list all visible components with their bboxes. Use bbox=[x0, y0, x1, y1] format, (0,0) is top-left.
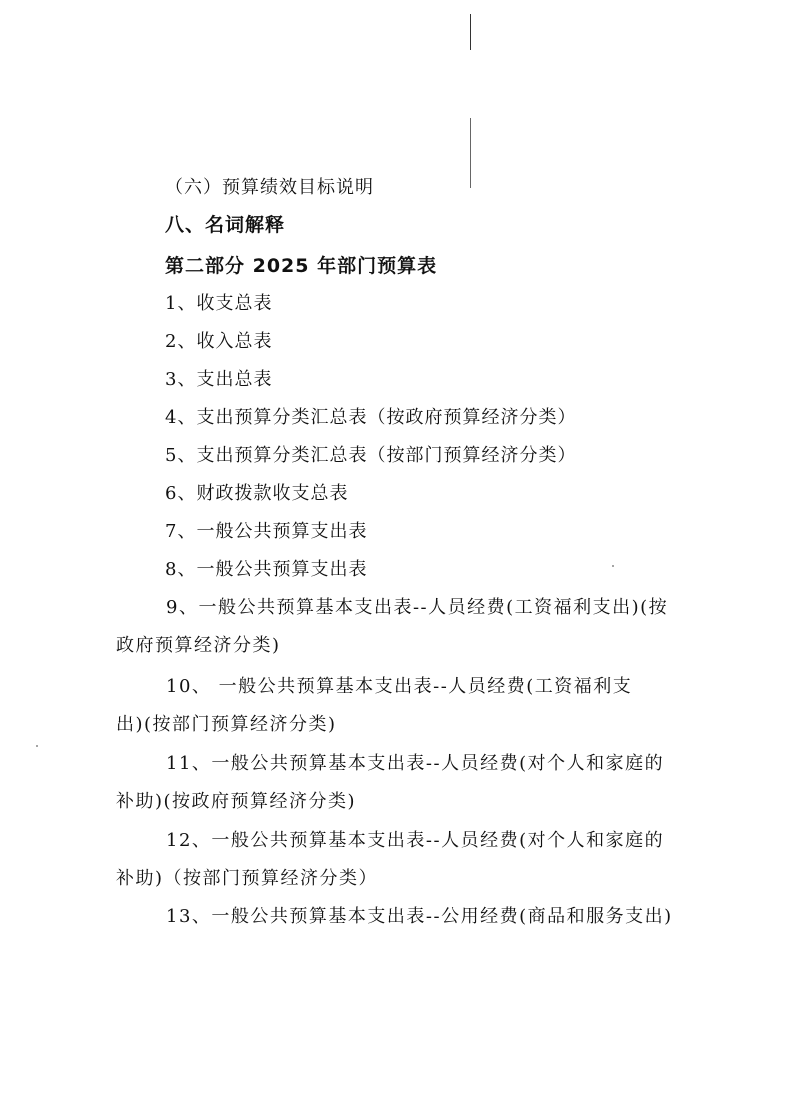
list-item-continuation: 补助)（按部门预算经济分类） bbox=[116, 868, 379, 889]
list-item: 3、支出总表 bbox=[165, 369, 273, 390]
list-item: 9、一般公共预算基本支出表--人员经费(工资福利支出)(按 bbox=[166, 597, 669, 618]
list-item: 2、收入总表 bbox=[165, 331, 273, 352]
list-item: 12、一般公共预算基本支出表--人员经费(对个人和家庭的 bbox=[166, 830, 665, 851]
scan-artifact-line bbox=[470, 14, 471, 50]
list-item: 5、支出预算分类汇总表（按部门预算经济分类） bbox=[165, 445, 577, 466]
scan-artifact-line bbox=[470, 118, 471, 188]
list-item: 11、一般公共预算基本支出表--人员经费(对个人和家庭的 bbox=[166, 753, 665, 774]
list-item: 1、收支总表 bbox=[165, 293, 273, 314]
scan-artifact-dot bbox=[36, 745, 38, 747]
list-item: 7、一般公共预算支出表 bbox=[165, 521, 368, 542]
list-item: 4、支出预算分类汇总表（按政府预算经济分类） bbox=[165, 407, 577, 428]
list-item-continuation: 出)(按部门预算经济分类) bbox=[116, 714, 337, 735]
list-item: 13、一般公共预算基本支出表--公用经费(商品和服务支出) bbox=[166, 906, 673, 927]
scan-artifact-dot bbox=[612, 565, 614, 567]
section-subheading: （六）预算绩效目标说明 bbox=[165, 177, 374, 198]
list-item: 6、财政拨款收支总表 bbox=[165, 483, 349, 504]
list-item-continuation: 补助)(按政府预算经济分类) bbox=[116, 791, 357, 812]
list-item: 8、一般公共预算支出表 bbox=[165, 559, 368, 580]
list-item-continuation: 政府预算经济分类) bbox=[116, 635, 281, 656]
section-heading: 八、名词解释 bbox=[165, 214, 286, 236]
part-heading: 第二部分 2025 年部门预算表 bbox=[165, 255, 438, 277]
list-item: 10、 一般公共预算基本支出表--人员经费(工资福利支 bbox=[166, 676, 633, 697]
